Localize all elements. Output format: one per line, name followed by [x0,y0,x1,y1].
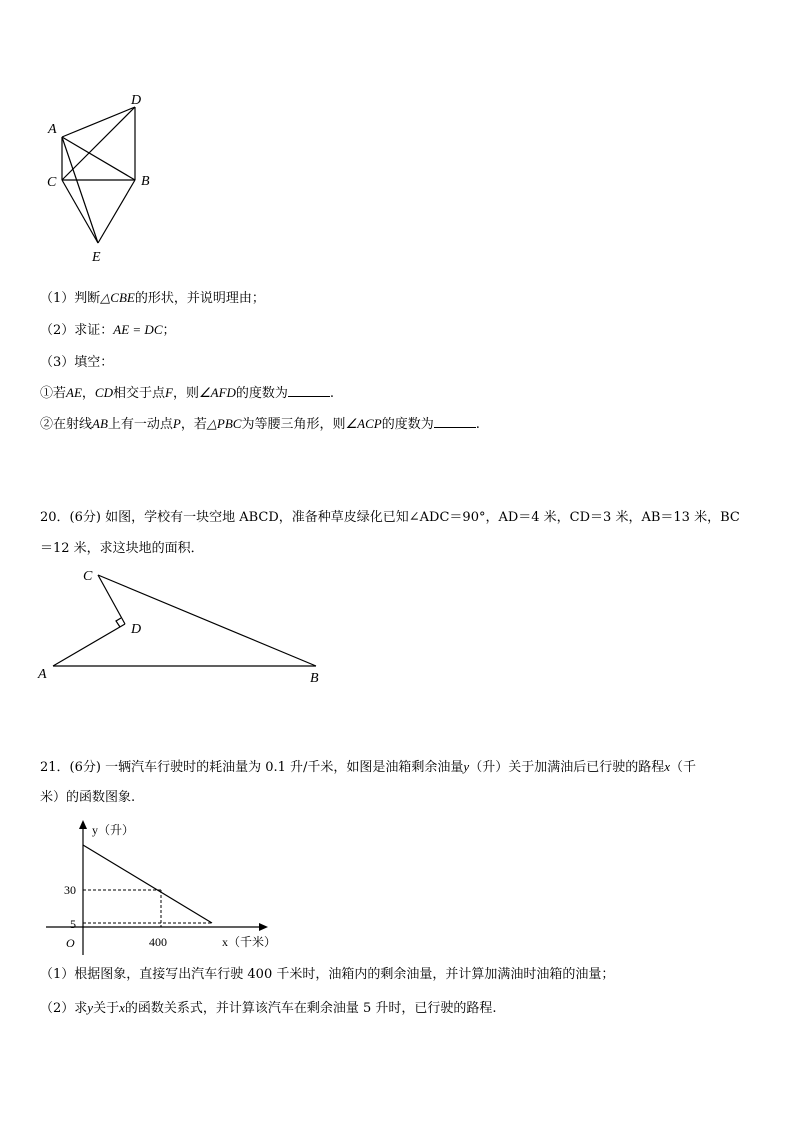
ytick-5: 5 [70,917,76,931]
figure-q21-graph [40,818,290,958]
q19-part3: （3）填空： [40,355,114,370]
xtick-400: 400 [149,935,167,949]
q21-text-line2: 米）的函数图象. [40,790,136,805]
q19-part3-1: ①若AE，CD相交于点F，则∠AFD的度数为 . [40,385,335,401]
x-axis-label: x（千米） [222,935,277,949]
label-c: C [83,569,93,584]
q21-text-line1: 21．(6分) 一辆汽车行驶时的耗油量为 0.1 升/千米，如图是油箱剩余油量y（升）关于加满油后已行驶的路程x（千 [40,759,697,775]
segment-ad [62,107,135,137]
x-axis-arrow [259,923,268,931]
label-b: B [141,174,150,189]
q21-part1: （1）根据图象，直接写出汽车行驶 400 千米时，油箱内的剩余油量，并计算加满油时油箱的油量； [40,967,615,982]
y-axis-arrow [79,820,87,829]
origin-label: O [66,936,75,950]
figure-q19-quadrilateral [40,88,180,268]
label-c: C [47,175,57,190]
label-e: E [92,250,101,265]
q20-text-line1: 20．(6分) 如图，学校有一块空地 ABCD，准备种草皮绿化已知∠ADC＝90°，AD＝4 米，CD＝3 米，AB＝13 米，BC [40,510,740,525]
ytick-30: 30 [64,883,76,897]
label-a: A [48,122,57,137]
q20-text-line2: ＝12 米，求这块地的面积． [40,541,204,556]
segment-da [53,624,125,666]
q19-part2: （2）求证：AE = DC； [40,322,176,338]
segment-cd [98,575,125,624]
label-d: D [131,93,142,108]
q21-part2: （2）求y关于x的函数关系式，并计算该汽车在剩余油量 5 升时，已行驶的路程. [40,1000,497,1016]
label-a: A [38,667,47,682]
segment-bc [98,575,316,666]
label-d: D [131,622,142,637]
segment-be [98,180,135,243]
figure-q20-field [30,562,330,687]
answer-blank[interactable] [434,415,476,428]
answer-blank[interactable] [288,384,330,397]
q19-part3-2: ②在射线AB上有一动点P，若△PBC为等腰三角形，则∠ACP的度数为 . [40,416,480,432]
graph-line [83,845,212,923]
y-axis-label: y（升） [92,823,135,837]
label-b: B [310,671,319,686]
q19-part1: （1）判断△CBE的形状，并说明理由； [40,290,265,306]
right-angle-mark [116,618,121,627]
